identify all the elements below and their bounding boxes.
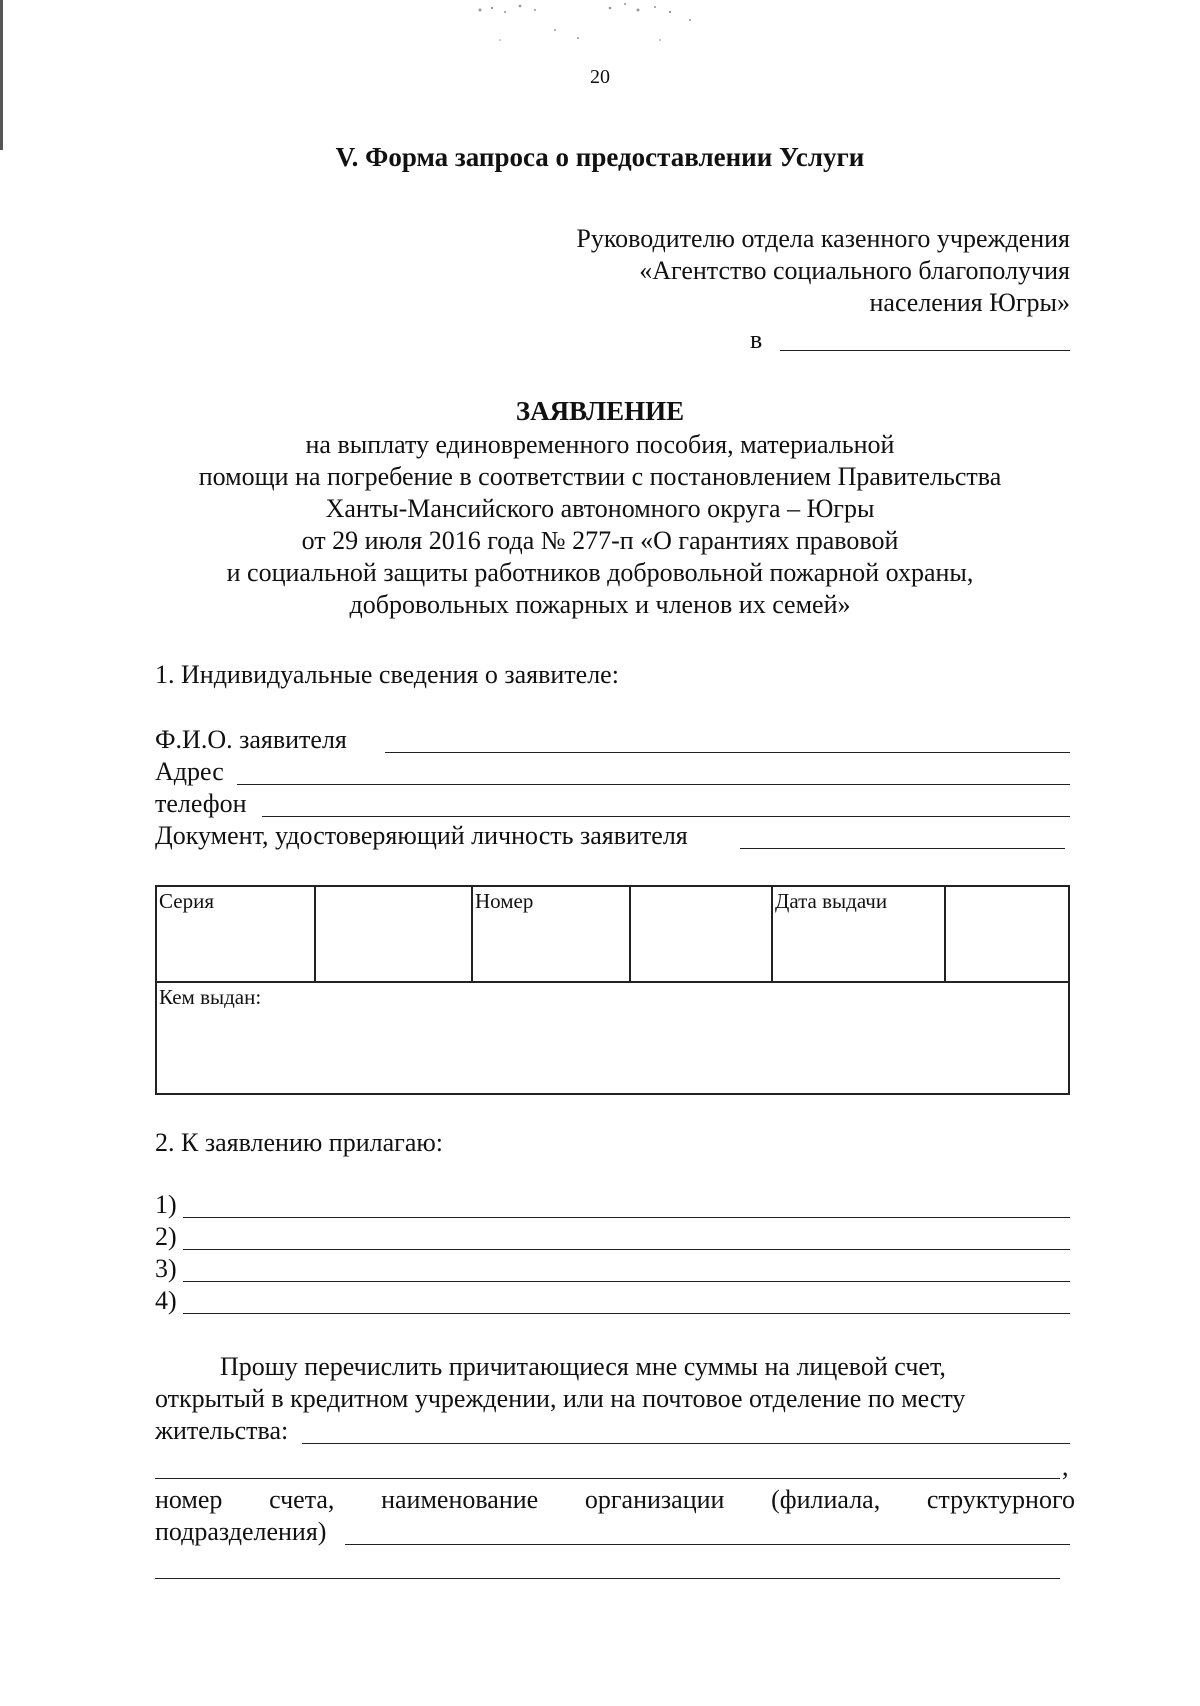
addressee-line-2: «Агентство социального благополучия bbox=[639, 256, 1070, 285]
table-divider bbox=[771, 887, 773, 982]
attachment-field-1[interactable] bbox=[183, 1217, 1070, 1218]
application-subtitle-line: и социальной защиты работников добровольной пожарной охраны, bbox=[226, 558, 974, 587]
section-2-heading: 2. К заявлению прилагаю: bbox=[155, 1128, 444, 1157]
addressee-in-label: в bbox=[750, 325, 763, 354]
id-document-field[interactable] bbox=[740, 848, 1065, 849]
id-document-table bbox=[155, 885, 1070, 1095]
application-subtitle-line: на выплату единовременного пособия, материальной bbox=[305, 430, 895, 459]
account-word: номер bbox=[155, 1485, 223, 1514]
number-label: Номер bbox=[475, 889, 534, 913]
series-label: Серия bbox=[159, 889, 214, 913]
attachment-number: 3) bbox=[155, 1254, 177, 1283]
residence-field-continued[interactable] bbox=[155, 1478, 1060, 1479]
fio-field[interactable] bbox=[385, 752, 1070, 753]
scan-speckle bbox=[460, 0, 740, 60]
number-cell[interactable] bbox=[631, 887, 771, 981]
issued-by-label: Кем выдан: bbox=[159, 985, 262, 1009]
account-word: организации bbox=[584, 1485, 725, 1514]
issue-date-label: Дата выдачи bbox=[775, 889, 888, 913]
attachment-number: 2) bbox=[155, 1222, 177, 1251]
account-info-label: подразделения) bbox=[155, 1517, 327, 1546]
account-word: (филиала, bbox=[771, 1485, 881, 1514]
table-divider bbox=[471, 887, 473, 982]
residence-field[interactable] bbox=[302, 1443, 1070, 1444]
phone-field[interactable] bbox=[262, 816, 1070, 817]
table-divider bbox=[157, 981, 1068, 983]
account-field[interactable] bbox=[345, 1544, 1070, 1545]
addressee-line-3: населения Югры» bbox=[869, 288, 1070, 317]
application-subtitle-line: помощи на погребение в соответствии с постановлением Правительства bbox=[198, 462, 1002, 491]
attachment-field-4[interactable] bbox=[183, 1313, 1070, 1314]
account-word: наименование bbox=[381, 1485, 539, 1514]
comma: , bbox=[1062, 1452, 1069, 1481]
request-text-line: Прошу перечислить причитающиеся мне суммы на лицевой счет, bbox=[220, 1352, 946, 1381]
attachment-field-2[interactable] bbox=[183, 1249, 1070, 1250]
addressee-department-field[interactable] bbox=[780, 350, 1070, 351]
id-document-label: Документ, удостоверяющий личность заявителя bbox=[155, 821, 688, 850]
application-title: ЗАЯВЛЕНИЕ bbox=[515, 396, 685, 426]
application-subtitle-line: добровольных пожарных и членов их семей» bbox=[349, 590, 851, 619]
request-text-line: жительства: bbox=[155, 1416, 289, 1445]
fio-label: Ф.И.О. заявителя bbox=[155, 725, 347, 754]
section-title: V. Форма запроса о предоставлении Услуги bbox=[335, 142, 865, 172]
address-field[interactable] bbox=[237, 784, 1070, 785]
account-field-continued[interactable] bbox=[155, 1578, 1060, 1579]
account-word: счета, bbox=[269, 1485, 335, 1514]
series-cell[interactable] bbox=[316, 887, 471, 981]
phone-label: телефон bbox=[155, 789, 247, 818]
address-label: Адрес bbox=[155, 757, 224, 786]
issued-by-cell[interactable] bbox=[157, 1011, 1068, 1093]
request-text-line: открытый в кредитном учреждении, или на почтовое отделение по месту bbox=[155, 1384, 966, 1413]
attachment-number: 4) bbox=[155, 1286, 177, 1315]
account-info-line bbox=[155, 1485, 1075, 1515]
addressee-line-1: Руководителю отдела казенного учреждения bbox=[576, 224, 1070, 253]
page-number: 20 bbox=[590, 66, 610, 88]
attachment-number: 1) bbox=[155, 1190, 177, 1219]
issue-date-cell[interactable] bbox=[946, 887, 1068, 981]
account-word: структурного bbox=[926, 1485, 1075, 1514]
attachment-field-3[interactable] bbox=[183, 1281, 1070, 1282]
section-1-heading: 1. Индивидуальные сведения о заявителе: bbox=[155, 660, 619, 689]
application-subtitle-line: Ханты-Мансийского автономного округа – Югры bbox=[325, 494, 875, 523]
application-subtitle-line: от 29 июля 2016 года № 277-п «О гарантиях правовой bbox=[301, 526, 899, 555]
